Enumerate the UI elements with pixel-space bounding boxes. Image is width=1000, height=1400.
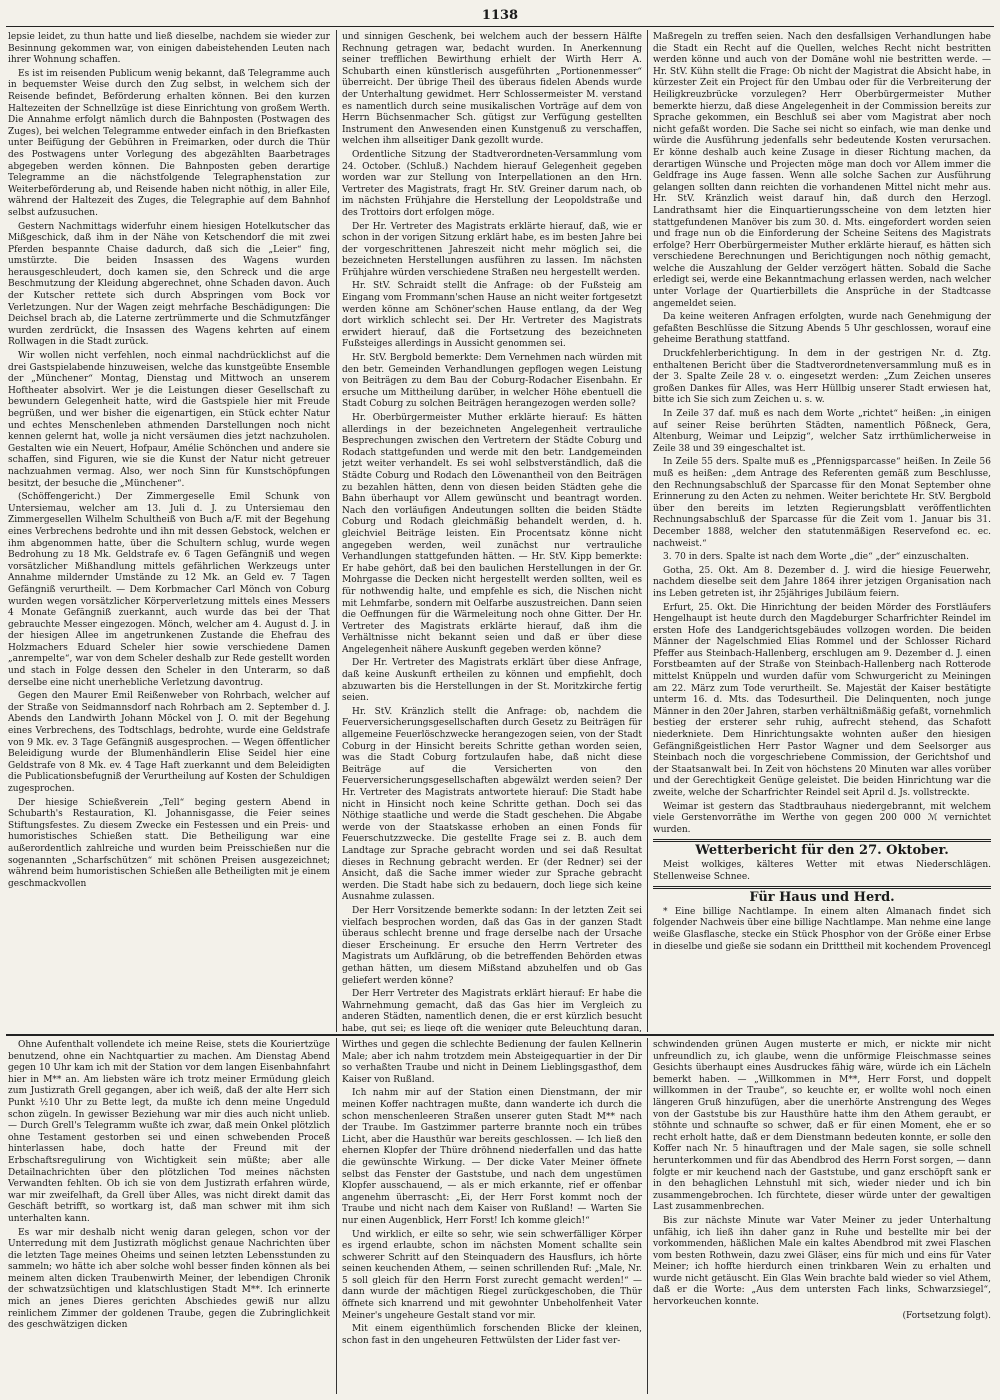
article-paragraph: Der Herr Vorsitzende bemerkte sodann: In der letzten Zeit sei vielfach besprochen worden, daß das Gas in der ganzen Stadt überaus schlecht brenne und frage derselbe nach der Ursache dieser Erscheinung. Er ersuche den Herrn Vertreter des Magistrats um Aufklärung, ob die betreffenden Behörden etwas gethan hätten, um diesem Mißstand abzuhelfen und ob Gas geliefert werden könne? [342, 905, 642, 986]
column-2 [342, 32, 642, 1032]
article-paragraph: Der Hr. Vertreter des Magistrats erklärt über diese Anfrage, daß keine Auskunft ertheilen zu können und empfiehlt, doch abzuwarten bis die Herstellungen in der St. Moritzkirche fertig seien. [342, 658, 642, 704]
article-paragraph: Gegen den Maurer Emil Reißenweber von Rohrbach, welcher auf der Straße von Seidmannsdorf nach Rohrbach am 2. September d. J. Abends den Landwirth Johann Möckel von J. O. mit der Begehung eines Verbrechens, des Todtschlags, bedrohte, wurde eine Geldstrafe von 9 Mk. ev. 3 Tage Gefängniß ausgesprochen. — Wegen öffentlicher Beleidigung wurde der Blumenhändlerin Elise Seidel hier eine Geldstrafe von 8 Mk. ev. 4 Tage Haft zuerkannt und dem Beleidigten die Publicationsbefugniß der Verurtheilung auf Kosten der Schuldigen zugesprochen. [8, 691, 330, 794]
article-paragraph: (Schöffengericht.) Der Zimmergeselle Emil Schunk von Untersiemau, welcher am 13. Juli d. J. zu Untersiemau den Zimmergesellen Wilhelm Schultheiß von Buch a/F. mit der Begehung eines Verbrechens bedrohte und ihn mit dessen Gebstock, welchen er ihm abgenommen hatte, über die Schultern schlug, wurde wegen Bedrohung zu 18 Mk. Geldstrafe ev. 6 Tagen Gefängniß und wegen vorsätzlicher Mißhandlung mittels gefährlichen Werkzeugs unter Annahme mildernder Umstände zu 12 Mk. an Geld ev. 7 Tagen Gefängniß verurtheilt. — Dem Korbmacher Carl Mönch von Coburg wurden wegen vorsätzlicher Körperverletzung mittels eines Messers 4 Monate Gefängniß zuerkannt, auch wurde das bei der That gebrauchte Messer eingezogen. Mönch, welcher am 4. August d. J. in der hiesigen Allee im angetrunkenen Zustande die Ehefrau des Holzmachers Eduard Scheler hier sowie verschiedene Damen „anrempelte“, war von dem Scheler deshalb zur Rede gestellt worden und stach in Folge dessen den Scheler in den Unterarm, so daß derselbe eine nicht unerhebliche Verletzung davontrug. [8, 492, 330, 688]
top-rule [6, 26, 994, 27]
section-heading: Für Haus und Herd. [749, 890, 895, 906]
section-divider [653, 839, 991, 842]
section-heading: Wetterbericht für den 27. Oktober. [695, 843, 949, 859]
article-paragraph: Wirthes und gegen die schlechte Bedienung der faulen Kellnerin Male; aber ich nahm trotzdem mein Absteigequartier in der Dir so verhaßten Traube und nicht in Deinem Lieblingsgasthof, dem Kaiser von Rußland. [342, 1040, 642, 1085]
article-paragraph: In Zeile 55 ders. Spalte muß es „Pfennigsparcasse“ heißen. In Zeile 56 muß es heißen: „dem Antrage des Referenten gemäß zum Beschlusse, den Rechnungsabschluß der Sparcasse für den Monat September ohne Erinnerung zu den Acten zu nehmen. Weiter berichtete Hr. StV. Bergbold über den bereits im letzten Regierungsblatt veröffentlichten Rechnungsabschluß der Sparcasse für die Zeit vom 1. Januar bis 31. December 1888, welcher den statutenmäßigen Reservefond ec. ec. nachweist.“ [653, 457, 991, 549]
column-1 [8, 32, 330, 1032]
article-paragraph: und sinnigen Geschenk, bei welchem auch der bessern Hälfte Rechnung getragen war, bedacht wurden. In Anerkennung seiner trefflichen Bewirthung erhielt der Wirth Herr A. Schubarth einen künstlerisch ausgeführten „Portionenmesser“ überreicht. Der übrige Theil des überaus fidelen Abends wurde der Unterhaltung gewidmet. Herr Schlossermeister M. verstand es namentlich durch seine musikalischen Vorträge auf dem von Herrn Büchsenmacher Sch. gütigst zur Verfügung gestellten Instrument den Anwesenden einen Kunstgenuß zu verschaffen, welchen ihm allseitiger Dank gezollt wurde. [342, 32, 642, 147]
article-paragraph: Es ist im reisenden Publicum wenig bekannt, daß Telegramme auch in bequemster Weise durch den Zug selbst, in welchem sich der Reisende befindet, Beförderung erhalten können. Bei den kurzen Haltezeiten der Schnellzüge ist diese Einrichtung von großem Werth. Die Annahme erfolgt nämlich durch die Bahnposten (Postwagen des Zuges), bei welchen Telegramme entweder einfach in den Briefkasten unter Beifügung der Gebühren in Freimarken, oder durch die Thür des Postwagens unter Vorlegung des abgezählten Baarbetrages abgegeben werden können. Die Bahnposten geben derartige Telegramme an die nächstfolgende Telegraphenstation zur Weiterbeförderung ab, und Reisende haben nicht nöthig, in aller Eile, während der Haltezeit des Zuges, die Telegraphie auf dem Bahnhof selbst aufzusuchen. [8, 68, 330, 218]
article-paragraph: Der Hr. Vertreter des Magistrats erklärte hierauf, daß, wie er schon in der vorigen Sitzung erklärt habe, es im besten Jahre bei der vorgeschrittenen Jahreszeit nicht mehr möglich sei, die bezeichneten Herstellungen ausführen zu lassen. Im nächsten Frühjahre würden verschiedene Straßen neu hergestellt werden. [342, 221, 642, 278]
article-paragraph: Da keine weiteren Anfragen erfolgten, wurde nach Genehmigung der gefaßten Beschlüsse die Sitzung Abends 5 Uhr geschlossen, worauf eine geheime Berathung stattfand. [653, 312, 991, 346]
article-paragraph: Ich nahm mir auf der Station einen Dienstmann, der mir meinen Koffer nachtragen mußte, dann wanderte ich durch die schon menschenleeren Straßen unserer guten Stadt M** nach der Traube. Im Gastzimmer parterre brannte noch ein trübes Licht, aber die Hausthür war bereits geschlossen. — Ich ließ den ehernen Klopfer der Thüre dröhnend niederfallen und das hatte die gewünschte Wirkung. — Der dicke Vater Meiner öffnete selbst das Fenster der Gaststube, und nach dem ungestümen Klopfer ausschauend, — als er mich erkannte, rief er offenbar angenehm überrascht: „Ei, der Herr Forst kommt noch der Traube und nicht nach dem Kaiser von Rußland! — Warten Sie nur einen Augenblick, Herr Forst! Ich komme gleich!“ [342, 1088, 642, 1226]
article-paragraph: Gestern Nachmittags widerfuhr einem hiesigen Hotelkutscher das Mißgeschick, daß ihm in der Nähe von Ketschendorf die mit zwei Pferden bespannte Chaise dadurch, daß sich die „Leier“ fing, umstürzte. Die beiden Insassen des Wagens wurden herausgeschleudert, doch kamen sie, den Schreck und die arge Beschmutzung der Kleidung abgerechnet, ohne Schaden davon. Auch der Kutscher rettete sich durch Abspringen vom Bock vor Verletzungen. Nur der Wagen zeigt mehrfache Beschädigungen: Die Deichsel brach ab, die Laterne zertrümmerte und die Schmutzfänger wurden zerdrückt, die Insassen des Wagens kehrten auf einem Rollwagen in die Stadt zurück. [8, 221, 330, 348]
article-paragraph: Druckfehlerberichtigung. In dem in der gestrigen Nr. d. Ztg. enthaltenen Bericht über die Stadtverordnetenversammlung muß es in der 3. Spalte Zeile 28 v. o. eingesetzt werden: „Zum Zeichen unseres großen Dankes für Alles, was Herr Hüllbig unserer Stadt erwiesen hat, bitte ich Sie sich zum Zeichen u. s. w. [653, 349, 991, 406]
article-paragraph: Mit einem eigenthümlich forschenden Blicke der kleinen, schon fast in den ungeheuren Fettwülsten der Lider fast ver- [342, 1324, 642, 1346]
article-paragraph: Hr. StV. Schraidt stellt die Anfrage: ob der Fußsteig am Eingang vom Frommann'schen Hause an nicht weiter fortgesetzt werden könne am Schöner'schen Hause entlang, da der Weg dort wirklich schlecht sei. Der Hr. Vertreter des Magistrats erwidert hierauf, daß die Fortsetzung des bezeichneten Fußsteiges allerdings in Aussicht genommen sei. [342, 281, 642, 350]
weather-text: Meist wolkiges, kälteres Wetter mit etwas Niederschlägen. Stellenweise Schnee. [653, 859, 991, 882]
article-paragraph: Ohne Aufenthalt vollendete ich meine Reise, stets die Kouriertzüge benutzend, ohne ein Nachtquartier zu machen. Am Dienstag Abend gegen 10 Uhr kam ich mit der Station vor dem langen Eisenbahnfahrt hier in M** an. Am liebsten wäre ich trotz meiner Ermüdung gleich zum Justizrath Grell gegangen, aber ich weiß, daß der alte Herr sich Punkt ½10 Uhr zu Bette legt, da mußte ich denn meine Ungeduld schon zügeln. In gewisser Beziehung war mir dies auch nicht unlieb. — Durch Grell's Telegramm wußte ich zwar, daß mein Onkel plötzlich ohne Testament gestorben sei und einen schwebenden Proceß hinterlassen habe, doch hatte der Freund mit der Erbschaftsregulirung von Wichtigkeit sein müßte; aber alle Detailnachrichten über den plötzlichen Tod meines nächsten Verwandten fehlten. Ob ich sie von dem Justizrath erfahren würde, war mir zweifelhaft, da Grell über Alles, was nicht direkt damit das Geschäft betrifft, so wortkarg ist, daß man schwer mit ihm sich unterhalten kann. [8, 1040, 330, 1224]
article-paragraph: 3. 70 in ders. Spalte ist nach dem Worte „die“ „der“ einzuschalten. [663, 552, 969, 563]
article-paragraph: Und wirklich, er eilte so sehr, wie sein schwerfälliger Körper es irgend erlaubte, schon im nächsten Moment schallte sein schwerer Schritt auf den Steinquadern des Hausflurs, ich hörte seinen keuchenden Athem, — seinen schrillenden Ruf: „Male, Nr. 5 soll gleich für den Herrn Forst zurecht gemacht werden!“ — dann wurde der mächtigen Riegel zurückgeschoben, die Thür öffnete sich knarrend und mit gewohnter Unbeholfenheit Vater Meiner's ungeheure Gestalt stand vor mir. [342, 1229, 642, 1321]
article-paragraph: Wir wollen nicht verfehlen, noch einmal nachdrücklichst auf die drei Gastspielabende hinzuweisen, welche das kunstgeübte Ensemble der „Münchener“ Montag, Dienstag und Mittwoch an unserem Hoftheater absolvirt. Wer je die Leistungen dieser Gesellschaft zu bewundern Gelegenheit hatte, wird die Gastspiele hier mit Freude begrüßen, und wer bisher die eigenartigen, ein Stück echter Natur und echtes Menschenleben athmenden Darstellungen noch nicht kennen gelernt hat, wolle ja nicht versäumen dies jetzt nachzuholen. Gestalten wie ein Neuert, Hofpaur, Amélie Schönchen und andere sie schaffen, sind Figuren, wie sie die Kunst der Natur nicht getreuer nachzuahmen vermag. Also, wer noch Sinn für Kunstschöpfungen besitzt, der besuche die „Münchener“. [8, 351, 330, 489]
column-rule-2 [647, 30, 648, 1032]
article-paragraph: schwindenden grünen Augen musterte er mich, er nickte mir nicht unfreundlich zu, ich glaube, wenn die unförmige Fleischmasse seines Gesichts überhaupt eines Ausdruckes fähig wäre, würde ich ein Lächeln bemerkt haben. — „Willkommen in M**, Herr Forst, und doppelt willkommen in der Traube“, so keuchte er, er wollte wohl noch einen längeren Gruß hinzufügen, aber die unerhörte Anstrengung des Weges von der Gaststube bis zur Hausthüre hatte ihm den Athem geraubt, er stöhnte und schnaufte so schwer, daß er für einen Moment, ehe er so recht erholt hatte, daß er dem Dienstmann bedeuten konnte, er solle den Koffer nach Nr. 5 hinauftragen und der Male sagen, sie solle schnell herunterkommen und für das Abendbrod des Herrn Forst sorgen, — dann folgte er mir keuchend nach der Gaststube, und ganz erschöpft sank er in den behaglichen Lehnstuhl mit sich, wieder nieder und ich bin zusammengebrochen. Ich fürchtete, dieser würde unter der gewaltigen Last zusammenbrechen. [653, 1040, 991, 1213]
article-paragraph: Bis zur nächste Minute war Vater Meiner zu jeder Unterhaltung unfähig, ich ließ ihn daher ganz in Ruhe und bestellte mir bei der vorkommenden, häßlichen Male ein kaltes Abendbrod mit zwei Flaschen vom besten Rothwein, dazu zwei Gläser, eins für mich und eins für Vater Meiner; ich hoffte hierdurch einen trinkbaren Wein zu erhalten und wurde nicht getäuscht. Ein Glas Wein brachte bald wieder so viel Athem, daß er die Worte: „Aus dem untersten Fach links, Schwarzsiegel“, hervorkeuchen konnte. [653, 1215, 991, 1308]
column-3 [653, 32, 991, 1032]
feuilleton-column-2 [342, 1040, 642, 1392]
article-paragraph: lepsie leidet, zu thun hatte und ließ dieselbe, nachdem sie wieder zur Besinnung gekommen war, von einigen dabeistehenden Leuten nach ihrer Wohnung schaffen. [8, 32, 330, 66]
article-paragraph: (Fortsetzung folgt). [902, 1310, 991, 1321]
page-number: 1138 [481, 8, 519, 23]
article-paragraph: In Zeile 37 daf. muß es nach dem Worte „richtet“ heißen: „in einigen auf seiner Reise berührten Städten, namentlich Pößneck, Gera, Altenburg, Weimar und Leipzig“, welcher Satz irrthümlicherweise in Zeile 38 und 39 eingeschaltet ist. [653, 409, 991, 454]
article-paragraph: Der Herr Vertreter des Magistrats erklärt hierauf: Er habe die Wahrnehmung gemacht, daß das Gas hier im Vergleich zu anderen Städten, namentlich denen, die er erst kürzlich besucht habe, gut sei; es liege oft die weniger gute Beleuchtung daran, [342, 989, 642, 1032]
feuilleton-rule [6, 1034, 994, 1036]
article-paragraph: Hr. StV. Kränzlich stellt die Anfrage: ob, nachdem die Feuerversicherungsgesellschaften durch Gesetz zu Beiträgen für allgemeine Feuerlöschzwecke herangezogen seien, von der Stadt Coburg in der Hinsicht bereits Schritte gethan worden seien, was die Stadt Coburg fortzulaufen habe, daß nicht diese Beiträge auf die Versicherten von den Feuerversicherungsgesellschaften abgewälzt werden seien? Der Hr. Vertreter des Magistrats antwortete hierauf: Die Stadt habe nicht in Hinsicht noch keine Schritte gethan. Doch sei das Nöthige staatliche und werde die Stadt geschehen. Die Abgabe werde von der Staatskasse erhoben an einen Fonds für Feuerschutzzwecke. Die gestellte Frage sei z. B. auch dem Landtage zur Sprache gebracht worden und sei daß Resultat dieses in Rechnung gebracht werden. Er (der Redner) sei der Ansicht, daß die Sache immer wieder zur Sprache gebracht werden. Die Stadt habe sich zu bedauern, doch liege sich keine Ausnahme zulassen. [342, 706, 642, 903]
haus-text: * Eine billige Nachtlampe. In einem alten Almanach findet sich folgender Nachweis über eine billige Nachtlampe. Man nehme eine lange weiße Glasflasche, stecke ein Stück Phosphor von der Größe einer Erbse in dieselbe und gieße sie sodann ein Dritttheil mit kochendem Provencegl [653, 906, 991, 952]
article-paragraph: Maßregeln zu treffen seien. Nach den desfallsigen Verhandlungen habe die Stadt ein Recht auf die Quellen, welches Recht nicht bestritten werden könne und auch von der Domäne wohl nie bestritten werde. — Hr. StV. Kühn stellt die Frage: Ob nicht der Magistrat die Absicht habe, in kürzester Zeit ein Project für den Umbau oder für die Verbreiterung der Heiligkreuzbrücke vorzulegen? Herr Oberbürgermeister Muther bemerkte hierzu, daß diese Angelegenheit in der Commission bereits zur Sprache gekommen, ein Beschluß sei aber vom Magistrat aber noch nicht gefaßt worden. Die Sache sei nicht so einfach, wie man denke und würde die Ausführung jedenfalls sehr bedeutende Kosten verursachen. Er könne deshalb auch keine Zusage in dieser Richtung machen, da derartigen Wünsche und Projecten möge man doch vor Allem immer die Geldfrage ins Auge fassen. Wenn alle solche Sachen zur Ausführung gelangen sollten dann reichten die vorhandenen Mittel nicht mehr aus. Hr. StV. Kränzlich weist darauf hin, daß durch den Herzogl. Landrathsamt hier die Einquartierungsscheine von dem letzten hier stattgefundenen Manöver bis zum 30. d. Mts. eingefordert worden seien und frage nun ob die Einforderung der Scheine Seitens des Magistrats erfolge? Herr Oberbürgermeister Muther erklärte hierauf, es hätten sich verschiedene Berechnungen und Berichtigungen noch nöthig gemacht, welche die Auszahlung der Gelder verzögert hätten. Sobald die Sache erledigt sei, werde eine Bekanntmachung erlassen werden, nach welcher unter Vorlage der Quartierbillets die Ansprüche in der Stadtcasse angemeldet seien. [653, 32, 991, 309]
article-paragraph: Es war mir deshalb nicht wenig daran gelegen, schon vor der Unterredung mit dem Justizrath möglichst genaue Nachrichten über die letzten Tage meines Oheims und seinen letzten Lebensstunden zu sammeln; wo hätte ich aber solche wohl besser finden können als bei meinem alten dicken Traubenwirth Meiner, der lebendigen Chronik der schwatzsüchtigen und klatschlustigen Stadt M**. Ich erinnerte mich an jenes Dieres gerichten Abschiedes gewiß nur allzu reinlichem Zimmer der goldenen Traube, gegen die Zubringlichkeit des geschwätzigen dicken [8, 1227, 330, 1331]
feuilleton-column-1 [8, 1040, 330, 1392]
article-paragraph: Gotha, 25. Okt. Am 8. Dezember d. J. wird die hiesige Feuerwehr, nachdem dieselbe seit dem Jahre 1864 ihrer jetzigen Organisation nach ins Leben getreten ist, ihr 25jähriges Jubiläum feiern. [653, 565, 991, 599]
article-paragraph: Hr. StV. Bergbold bemerkte: Dem Vernehmen nach würden mit den betr. Gemeinden Verhandlungen gepflogen wegen Leistung von Beiträgen zu dem Bau der Coburg-Rodacher Eisenbahn. Er ersuche um Mittheilung darüber, in welcher Höhe ebentuell die Stadt Coburg zu solchen Beiträgen herangezogen werden solle? [342, 353, 642, 410]
column-rule-1 [336, 30, 337, 1032]
article-paragraph: Erfurt, 25. Okt. Die Hinrichtung der beiden Mörder des Forstläufers Hengelhaupt ist heute durch den Magdeburger Scharfrichter Reindel im ersten Hofe des Landgerichtsgebäudes vollzogen worden. Die beiden Männer der Nagelschmied Elias Rommel und der Schlosser Richard Pfeffer aus Steinbach-Hallenberg, erschlugen am 9. Dezember d. J. einen Forstbeamten auf der Straße von Steinbach-Hallenberg nach Rotterode mittelst Knüppeln und wurden dafür vom Schwurgericht zu Meiningen am 22. März zum Tode verurtheilt. Se. Majestät der Kaiser bestätigte unterm 16. d. Mts. das Todesurtheil. Die Delinquenten, noch junge Männer in den 20er Jahren, starben verhältnißmäßig gefaßt, vornehmlich bestieg der ersterer sehr ruhig, aufrecht stehend, das Schafott niederkniete. Dem Hinrichtungsakte wohnten außer den hiesigen Gefängnißgeistlichen Herr Pastor Wagner und dem Seelsorger aus Steinbach noch die vorgeschriebene Commission, der Gerichtshof und der Staatsanwalt bei. In Zeit von höchstens 20 Minuten war alles vorüber und der Gerechtigkeit Genüge geleistet. Die beiden Hinrichtung war die zweite, welche der Scharfrichter Reindel seit April d. Js. vollstreckte. [653, 602, 991, 798]
feuilleton-rule-2 [647, 1038, 648, 1394]
article-paragraph: Der hiesige Schießverein „Tell“ beging gestern Abend in Schubarth's Restauration, Kl. Johannisgasse, die Feier seines Stiftungsfestes. Zu diesem Zwecke ein Festessen und ein Preis- und humoristisches Schießen statt. Die Betheiligung war eine außerordentlich zahlreiche und wurden beim Preisschießen nur die sogenannten „Scharfschützen“ mit schönen Preisen ausgezeichnet; während beim humoristischen Schießen alle Betheiligten mit je einem geschmackvollen [8, 797, 330, 889]
article-paragraph: Ordentliche Sitzung der Stadtverordneten-Versammlung vom 24. October. (Schluß.) Nachdem hierauf Gelegenheit gegeben worden war zur Stellung von Interpellationen an den Hrn. Vertreter des Magistrats, fragt Hr. StV. Greiner darum nach, ob im nächsten Frühjahre die Herstellung der Leopoldstraße und des Trottoirs dort erfolgen möge. [342, 149, 642, 218]
section-divider [653, 886, 991, 889]
feuilleton-rule-1 [336, 1038, 337, 1394]
feuilleton-column-3 [653, 1040, 991, 1392]
article-paragraph: Hr. Oberbürgermeister Muther erklärte hierauf: Es hätten allerdings in der bezeichneten Angelegenheit vertrauliche Besprechungen zwischen den Vertretern der Städte Coburg und Rodach stattgefunden und werde mit den betr. Landgemeinden jetzt weiter verhandelt. Es sei wohl selbstverständlich, daß die Städte Coburg und Rodach den Löwenantheil von den Beiträgen zu bezahlen hätten, denn von diesen beiden Städten gehe die Bahn überhaupt vor Allem gewünscht und beantragt worden. Nach den vorläufigen Andeutungen sollten die beiden Städte Coburg und Rodach gleichmäßig behandelt werden, d. h. gleichviel Beiträge leisten. Ein Procentsatz könne nicht angegeben werden, weil zunächst nur vertrauliche Verhandlungen stattgefunden hätten. — Hr. StV. Kipp bemerkte: Er habe gehört, daß bei den baulichen Herstellungen in der Gr. Mohrgasse die Decken nicht hergestellt werden sollten, weil es für nothwendig halte, und empfehle es sich, die Nischen nicht mit Lehmfarbe, sondern mit Oelfarbe auszustreichen. Dann seien die Oeffnungen für die Wärmeleitung noch ohne Gitter. Der Hr. Vertreter des Magistrats erklärte hierauf, daß ihm die Verhältnisse nicht bekannt seien und daß er über diese Angelegenheit nähere Auskunft gegeben werden könne? [342, 413, 642, 655]
article-paragraph: Weimar ist gestern das Stadtbrauhaus niedergebrannt, mit welchem viele Gerstenvorräthe im Werthe von gegen 200 000 ℳ vernichtet wurden. [653, 801, 991, 835]
